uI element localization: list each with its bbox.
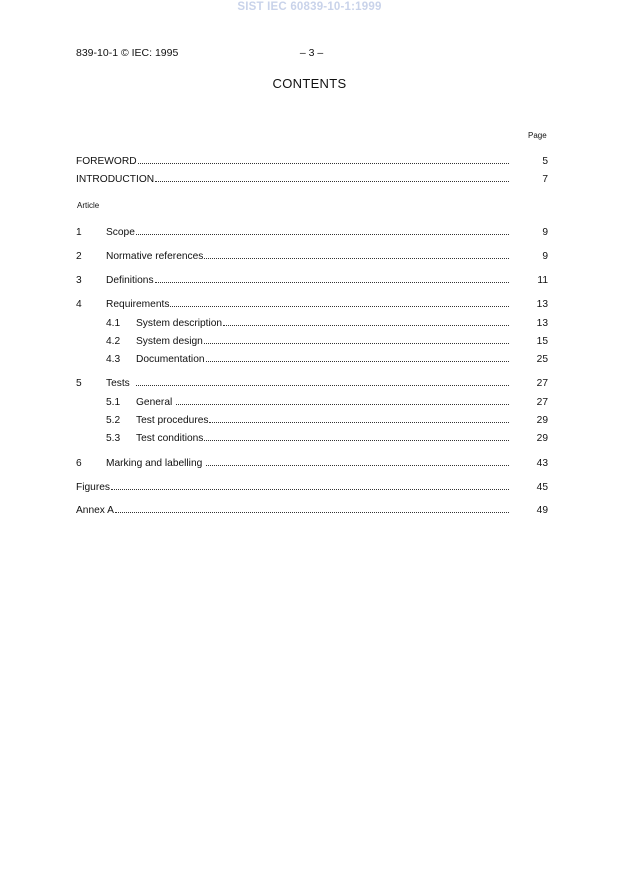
toc-entry-page: 15: [536, 336, 548, 347]
dot-leader: [176, 403, 509, 405]
toc-entry-5-1[interactable]: [76, 396, 548, 410]
toc-entry-number: 4: [76, 299, 82, 310]
header-standard-ref: 839-10-1 © IEC: 1995: [76, 47, 179, 59]
toc-entry-page: 49: [536, 505, 548, 516]
dot-leader: [136, 384, 509, 386]
toc-entry-4-3[interactable]: [76, 353, 548, 367]
toc-entry-page: 5: [542, 156, 548, 167]
toc-entry-page: 43: [536, 458, 548, 469]
toc-entry-label: System design: [136, 336, 203, 347]
toc-entry-4-1[interactable]: [76, 317, 548, 331]
page-title: CONTENTS: [272, 76, 347, 91]
toc-entry-foreword[interactable]: [76, 155, 548, 169]
dot-leader: [155, 180, 509, 182]
toc-entry-page: 27: [536, 378, 548, 389]
dot-leader: [206, 464, 509, 466]
toc-entry-introduction[interactable]: [76, 173, 548, 187]
article-column-label: Article: [77, 201, 100, 210]
dot-leader: [111, 488, 509, 490]
dot-leader: [204, 342, 509, 344]
toc-entry-page: 27: [536, 397, 548, 408]
toc-entry-label: General: [136, 397, 173, 408]
toc-entry-label: Marking and labelling: [106, 458, 203, 469]
toc-entry-label: Tests: [106, 378, 130, 389]
toc-entry-5-2[interactable]: [76, 414, 548, 428]
toc-entry-4[interactable]: [76, 298, 548, 312]
toc-entry-number: 5.3: [106, 433, 121, 444]
dot-leader: [204, 439, 509, 441]
toc-entry-label: Test conditions: [136, 433, 204, 444]
dot-leader: [206, 360, 509, 362]
toc-entry-number: 5.1: [106, 397, 121, 408]
dot-leader: [155, 281, 509, 283]
toc-entry-number: 3: [76, 275, 82, 286]
toc-entry-label: System description: [136, 318, 223, 329]
toc-entry-label: Figures: [76, 482, 110, 493]
dot-leader: [136, 233, 509, 235]
toc-entry-page: 13: [536, 299, 548, 310]
watermark: SIST IEC 60839-10-1:1999: [237, 1, 382, 13]
toc-entry-5-3[interactable]: [76, 432, 548, 446]
toc-entry-number: 2: [76, 251, 82, 262]
toc-entry-label: Definitions: [106, 275, 154, 286]
toc-entry-label: INTRODUCTION: [76, 174, 155, 185]
dot-leader: [170, 305, 509, 307]
toc-entry-number: 4.3: [106, 354, 121, 365]
toc-entry-4-2[interactable]: [76, 335, 548, 349]
toc-entry-page: 25: [536, 354, 548, 365]
toc-entry-number: 5: [76, 378, 82, 389]
toc-entry-page: 45: [536, 482, 548, 493]
dot-leader: [115, 511, 509, 513]
toc-entry-label: FOREWORD: [76, 156, 137, 167]
toc-entry-number: 6: [76, 458, 82, 469]
dot-leader: [209, 421, 509, 423]
toc-entry-number: 4.1: [106, 318, 121, 329]
toc-entry-number: 1: [76, 227, 82, 238]
toc-entry-1[interactable]: [76, 226, 548, 240]
toc-entry-annex-a[interactable]: [76, 504, 548, 518]
toc-entry-page: 9: [542, 251, 548, 262]
toc-entry-figures[interactable]: [76, 481, 548, 495]
toc-entry-page: 29: [536, 415, 548, 426]
toc-entry-5[interactable]: [76, 377, 548, 391]
toc-entry-number: 5.2: [106, 415, 121, 426]
toc-entry-label: Scope: [106, 227, 135, 238]
header-page-number: – 3 –: [299, 47, 324, 59]
toc-entry-label: Test procedures: [136, 415, 209, 426]
toc-entry-page: 29: [536, 433, 548, 444]
toc-entry-3[interactable]: [76, 274, 548, 288]
toc-entry-label: Requirements: [106, 299, 170, 310]
dot-leader: [204, 257, 509, 259]
toc-entry-label: Annex A: [76, 505, 114, 516]
toc-entry-2[interactable]: [76, 250, 548, 264]
dot-leader: [138, 162, 509, 164]
toc-entry-label: Documentation: [136, 354, 205, 365]
toc-entry-label: Normative references: [106, 251, 204, 262]
toc-entry-page: 11: [537, 275, 548, 286]
toc-entry-page: 13: [536, 318, 548, 329]
toc-entry-page: 7: [542, 174, 548, 185]
toc-entry-number: 4.2: [106, 336, 121, 347]
toc-entry-6[interactable]: [76, 457, 548, 471]
dot-leader: [223, 324, 509, 326]
toc-entry-page: 9: [542, 227, 548, 238]
page-column-label: Page: [528, 131, 547, 140]
